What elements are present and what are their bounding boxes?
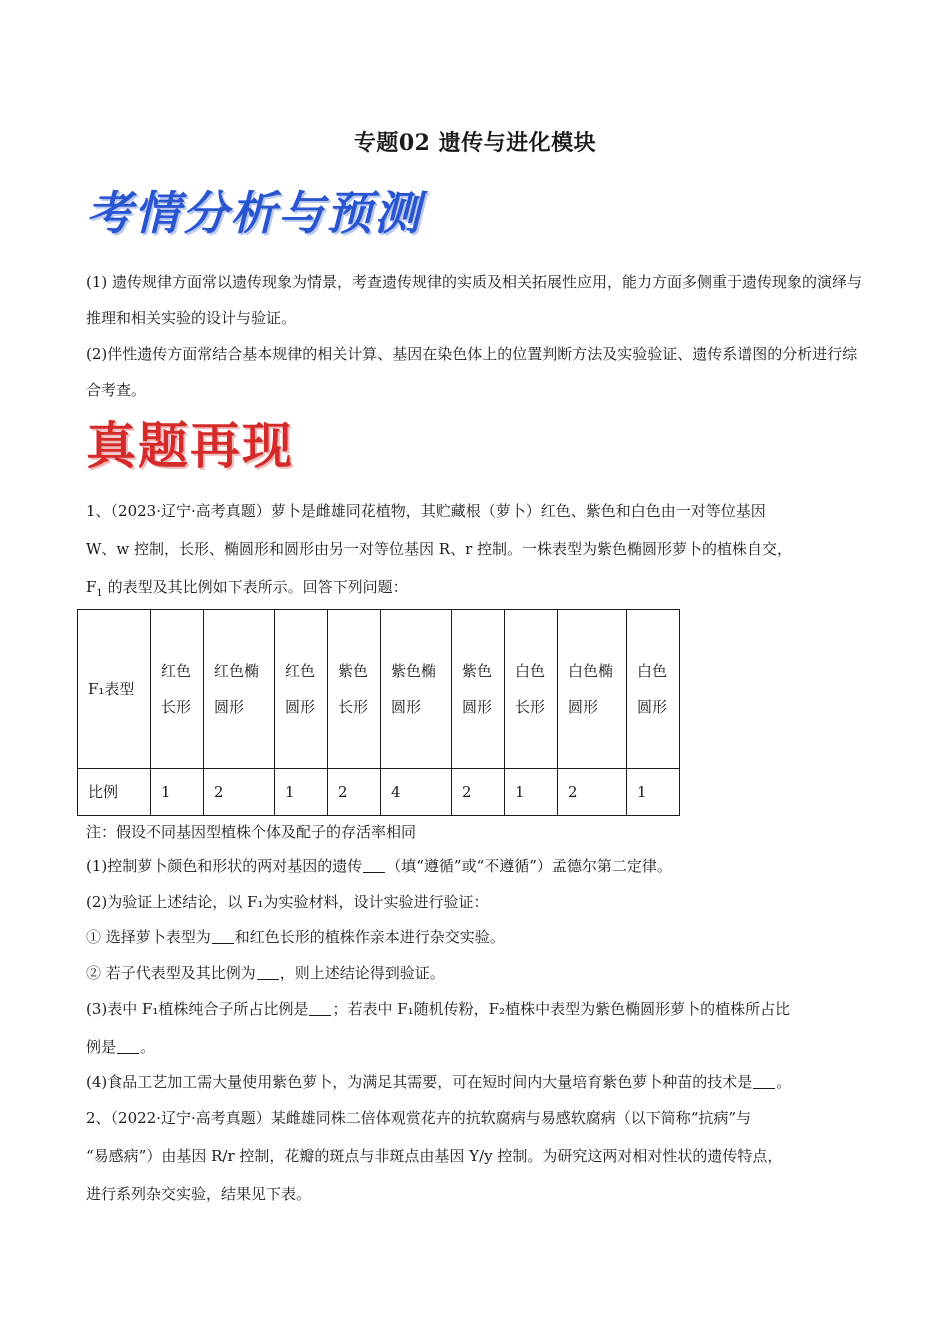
text: ，则上述结论得到验证。 — [279, 964, 445, 982]
column-label: 白色圆形 — [637, 662, 668, 716]
table-header-row — [78, 610, 680, 769]
text: (4)食品工艺加工需大量使用紫色萝卜，为满足其需要，可在短时间内大量培育紫色萝卜种苗的技术是 — [86, 1073, 753, 1091]
q1-sub-3 — [86, 999, 866, 1019]
q1-sub-2: (2)为验证上述结论，以 F₁为实验材料，设计实验进行验证： — [86, 893, 489, 911]
q1-sub-4 — [86, 1072, 866, 1092]
answer-blank[interactable] — [309, 1001, 331, 1016]
banner-exam: 真题再现 — [86, 417, 294, 475]
table-column-header — [328, 610, 381, 769]
text: ；若表中 F₁随机传粉，F₂植株中表型为紫色椭圆形萝卜的植株所占比 — [332, 1000, 791, 1018]
q2-line-2: “易感病”）由基因 R/r 控制，花瓣的斑点与非斑点由基因 Y/y 控制。为研究这两对相对性状的遗传特点， — [86, 1147, 783, 1165]
text: (1)控制萝卜颜色和形状的两对基因的遗传 — [86, 857, 363, 875]
table-row-header: F₁表型 — [78, 610, 151, 769]
f-label: F — [86, 578, 97, 596]
ratio-cell: 2 — [204, 769, 275, 816]
ratio-cell: 1 — [627, 769, 680, 816]
table-row-header: 比例 — [78, 769, 151, 816]
q1-intro-rest: 的表型及其比例如下表所示。回答下列问题： — [102, 578, 408, 596]
table-column-header — [275, 610, 328, 769]
column-label: 红色圆形 — [285, 662, 316, 716]
q1-sub-3-cont — [86, 1037, 866, 1057]
q1-intro-line-1: 1、（2023·辽宁·高考真题）萝卜是雌雄同花植物，其贮藏根（萝卜）红色、紫色和白色由一对等位基因 — [86, 502, 766, 520]
ratio-cell: 2 — [558, 769, 627, 816]
ratio-cell: 4 — [381, 769, 452, 816]
q1-sub-2-2 — [86, 963, 866, 983]
column-label: 紫色圆形 — [462, 662, 493, 716]
column-label: 白色椭圆形 — [568, 662, 614, 716]
ratio-cell: 1 — [505, 769, 558, 816]
answer-blank[interactable] — [257, 965, 279, 980]
column-label: 紫色椭圆形 — [391, 662, 437, 716]
ratio-cell: 1 — [275, 769, 328, 816]
ratio-cell: 2 — [328, 769, 381, 816]
ratio-cell: 2 — [452, 769, 505, 816]
analysis-paragraph-1: (1) 遗传规律方面常以遗传现象为情景，考查遗传规律的实质及相关拓展性应用，能力方面多侧重于遗传现象的演绎与推理和相关实验的设计与验证。 — [86, 273, 863, 327]
answer-blank[interactable] — [753, 1074, 775, 1089]
table-column-header — [505, 610, 558, 769]
table-column-header — [381, 610, 452, 769]
table-column-header — [627, 610, 680, 769]
text: （填“遵循”或“不遵循”）孟德尔第二定律。 — [386, 857, 672, 875]
text: 。 — [776, 1073, 792, 1091]
q1-intro-line-3 — [86, 577, 866, 604]
phenotype-table — [77, 609, 680, 816]
table-column-header — [204, 610, 275, 769]
text: 和红色长形的植株作亲本进行杂交实验。 — [234, 928, 505, 946]
q1-intro-line-2: W、w 控制，长形、椭圆形和圆形由另一对等位基因 R、r 控制。一株表型为紫色椭圆形萝卜的植株自交， — [86, 540, 793, 558]
answer-blank[interactable] — [212, 929, 234, 944]
answer-blank[interactable] — [117, 1039, 139, 1054]
analysis-paragraph-2: (2)伴性遗传方面常结合基本规律的相关计算、基因在染色体上的位置判断方法及实验验证、遗传系谱图的分析进行综合考查。 — [86, 345, 858, 399]
table-note: 注：假设不同基因型植株个体及配子的存活率相同 — [86, 823, 417, 841]
q1-sub-2-1 — [86, 927, 866, 947]
page-title: 专题02 遗传与进化模块 — [353, 130, 597, 156]
text: 例是 — [86, 1038, 117, 1056]
column-label: 白色长形 — [515, 662, 546, 716]
table-column-header — [151, 610, 204, 769]
q2-line-1: 2、（2022·辽宁·高考真题）某雌雄同株二倍体观赏花卉的抗软腐病与易感软腐病（以下简称“抗病”与 — [86, 1109, 752, 1127]
text: 。 — [140, 1038, 156, 1056]
column-label: 紫色长形 — [338, 662, 369, 716]
f-subscript: 1 — [96, 588, 103, 599]
text: ① 选择萝卜表型为 — [86, 928, 211, 946]
ratio-cell: 1 — [151, 769, 204, 816]
table-column-header — [558, 610, 627, 769]
text: ② 若子代表型及其比例为 — [86, 964, 256, 982]
table-ratio-row — [78, 769, 680, 816]
column-label: 红色椭圆形 — [214, 662, 260, 716]
answer-blank[interactable] — [363, 858, 385, 873]
column-label: 红色长形 — [161, 662, 192, 716]
text: (3)表中 F₁植株纯合子所占比例是 — [86, 1000, 309, 1018]
banner-analysis: 考情分析与预测 — [86, 186, 422, 240]
table-column-header — [452, 610, 505, 769]
q2-line-3: 进行系列杂交实验，结果见下表。 — [86, 1185, 312, 1203]
q1-sub-1 — [86, 856, 866, 876]
